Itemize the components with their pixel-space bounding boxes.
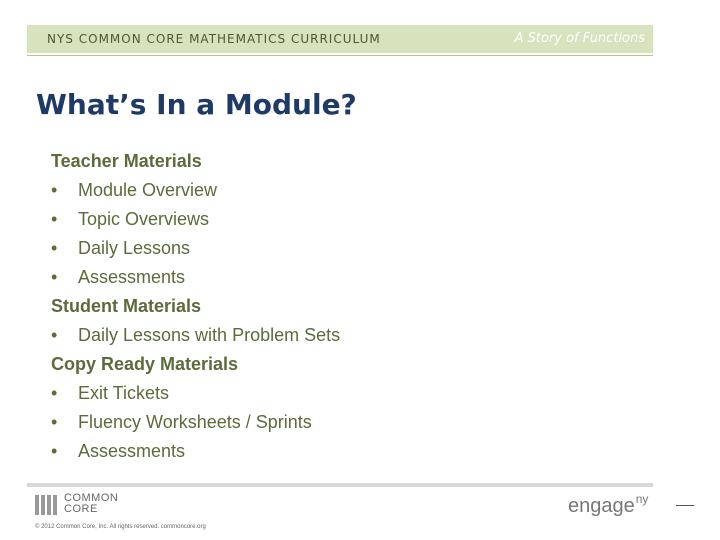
- list-item: [51, 176, 340, 205]
- common-core-wordmark: [64, 493, 118, 515]
- page-title: What’s In a Module?: [36, 88, 357, 121]
- bullet-icon: •: [51, 441, 58, 461]
- header-divider: [27, 55, 653, 56]
- bullet-icon: •: [51, 209, 58, 229]
- list-item-label: Fluency Worksheets / Sprints: [78, 412, 312, 432]
- list-item-label: Assessments: [78, 441, 186, 461]
- copyright-notice: © 2012 Common Core, Inc. All rights reserved. commoncore.org: [35, 524, 206, 530]
- bullet-icon: •: [51, 180, 58, 200]
- bullet-icon: •: [51, 238, 58, 258]
- story-label: A Story of Functions: [514, 31, 645, 46]
- bullet-icon: •: [51, 267, 58, 287]
- bullet-icon: •: [51, 412, 58, 432]
- list-item: [51, 437, 340, 466]
- section-heading: Student Materials: [51, 296, 202, 316]
- list-item: [51, 263, 340, 292]
- section-heading: Copy Ready Materials: [51, 354, 239, 374]
- page-corner-mark: [676, 505, 694, 506]
- ny-superscript: ny: [635, 492, 649, 506]
- bullet-icon: •: [51, 325, 58, 345]
- list-item-label: Daily Lessons: [78, 238, 191, 258]
- logo-line-1: COMMON: [64, 492, 119, 504]
- section-heading: Teacher Materials: [51, 151, 202, 171]
- engage-wordmark: engage: [568, 495, 635, 517]
- module-contents-list: [51, 147, 340, 466]
- list-item-label: Exit Tickets: [78, 383, 170, 403]
- list-item-label: Assessments: [78, 267, 186, 287]
- list-item: [51, 234, 340, 263]
- list-item: [51, 379, 340, 408]
- curriculum-label: NYS COMMON CORE MATHEMATICS CURRICULUM: [47, 32, 381, 46]
- footer-divider: [27, 483, 653, 487]
- common-core-logo-icon: [35, 495, 59, 515]
- logo-line-2: CORE: [64, 503, 98, 515]
- list-item: [51, 408, 340, 437]
- list-item-label: Module Overview: [78, 180, 218, 200]
- list-item: [51, 321, 340, 350]
- header-bar: [27, 25, 653, 53]
- list-item-label: Daily Lessons with Problem Sets: [78, 325, 341, 345]
- bullet-icon: •: [51, 383, 58, 403]
- list-item-label: Topic Overviews: [78, 209, 210, 229]
- list-item: [51, 205, 340, 234]
- engageny-logo: [568, 492, 648, 518]
